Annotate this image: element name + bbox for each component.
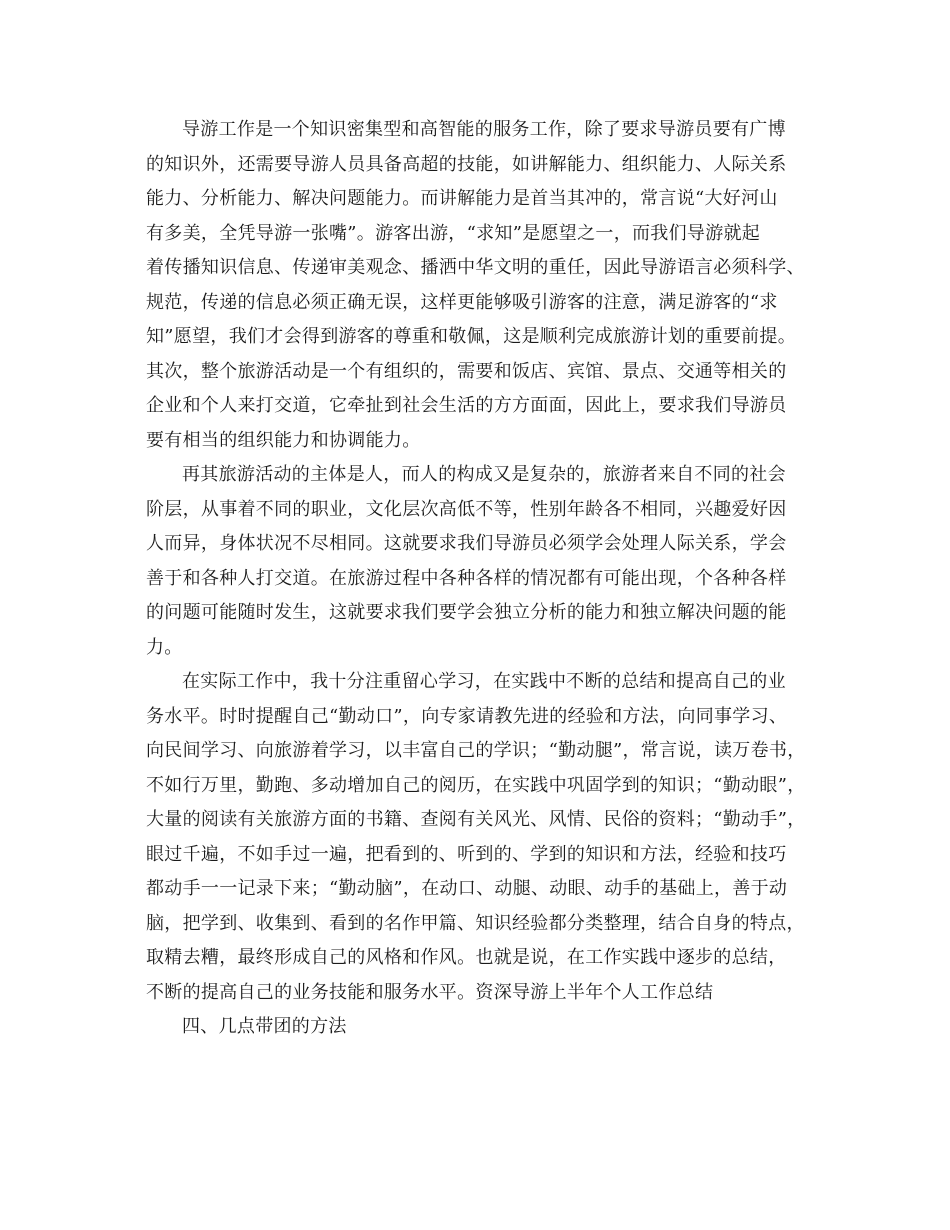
text-line: 其次，整个旅游活动是一个有组织的，需要和饭店、宾馆、景点、交通等相关的 <box>146 360 787 382</box>
paragraph-guide-work <box>146 113 816 458</box>
paragraph-practical-learning <box>146 665 816 1010</box>
text-line: 取精去糟，最终形成自己的风格和作风。也就是说，在工作实践中逐步的总结， <box>146 947 787 968</box>
text-line: 脑，把学到、收集到、看到的名作甲篇、知识经验都分类整理，结合自身的特点， <box>146 912 805 934</box>
text-line: 不如行万里，勤跑、多动增加自己的阅历，在实践中巩固学到的知识；“勤动眼”， <box>146 774 806 796</box>
text-line: 再其旅游活动的主体是人，而人的构成又是复杂的，旅游者来自不同的社会 <box>182 464 786 485</box>
paragraph-tourist-diversity <box>146 458 816 665</box>
text-line: 大量的阅读有关旅游方面的书籍、查阅有关风光、风情、民俗的资料；“勤动手”， <box>146 809 806 830</box>
text-line: 导游工作是一个知识密集型和高智能的服务工作，除了要求导游员要有广博 <box>182 119 786 140</box>
text-line: 的知识外，还需要导游人员具备高超的技能，如讲解能力、组织能力、人际关系 <box>146 153 787 175</box>
text-line: 人而异，身体状况不尽相同。这就要求我们导游员必须学会处理人际关系，学会 <box>146 533 787 554</box>
section-heading: 四、几点带团的方法 <box>182 1016 347 1037</box>
text-line: 向民间学习、向旅游着学习，以丰富自己的学识；“勤动腿”，常言说，读万卷书， <box>146 740 806 761</box>
text-line: 的问题可能随时发生，这就要求我们要学会独立分析的能力和独立解决问题的能 <box>146 602 787 623</box>
text-line: 在实际工作中，我十分注重留心学习，在实践中不断的总结和提高自己的业 <box>182 671 786 692</box>
text-line: 都动手一一记录下来；“勤动脑”，在动口、动腿、动眼、动手的基础上，善于动 <box>146 878 788 899</box>
text-line: 力。 <box>146 636 183 658</box>
text-line: 阶层，从事着不同的职业，文化层次高低不等，性别年龄各不相同，兴趣爱好因 <box>146 498 787 520</box>
text-line: 眼过千遍，不如手过一遍，把看到的、听到的、学到的知识和方法，经验和技巧 <box>146 843 787 865</box>
text-line: 要有相当的组织能力和协调能力。 <box>146 429 421 451</box>
text-line: 务水平。时时提醒自己“勤动口”，向专家请教先进的经验和方法，向同事学习、 <box>146 705 788 727</box>
text-line: 企业和个人来打交道，它牵扯到社会生活的方方面面，因此上，要求我们导游员 <box>146 395 787 416</box>
text-line: 知”愿望，我们才会得到游客的尊重和敬佩，这是顺利完成旅游计划的重要前提。 <box>146 326 796 347</box>
section-heading-tour-methods <box>146 1010 816 1045</box>
text-line: 有多美，全凭导游一张嘴”。游客出游，“求知”是愿望之一，而我们导游就起 <box>146 222 761 244</box>
text-line: 不断的提高自己的业务技能和服务水平。资深导游上半年个人工作总结 <box>146 981 714 1003</box>
text-line: 规范，传递的信息必须正确无误，这样更能够吸引游客的注意，满足游客的“求 <box>146 291 778 313</box>
text-line: 着传播知识信息、传递审美观念、播洒中华文明的重任，因此导游语言必须科学、 <box>146 257 805 278</box>
document-body <box>146 113 816 1045</box>
text-line: 能力、分析能力、解决问题能力。而讲解能力是首当其冲的，常言说“大好河山 <box>146 188 778 209</box>
text-line: 善于和各种人打交道。在旅游过程中各种各样的情况都有可能出现，个各种各样 <box>146 567 787 589</box>
